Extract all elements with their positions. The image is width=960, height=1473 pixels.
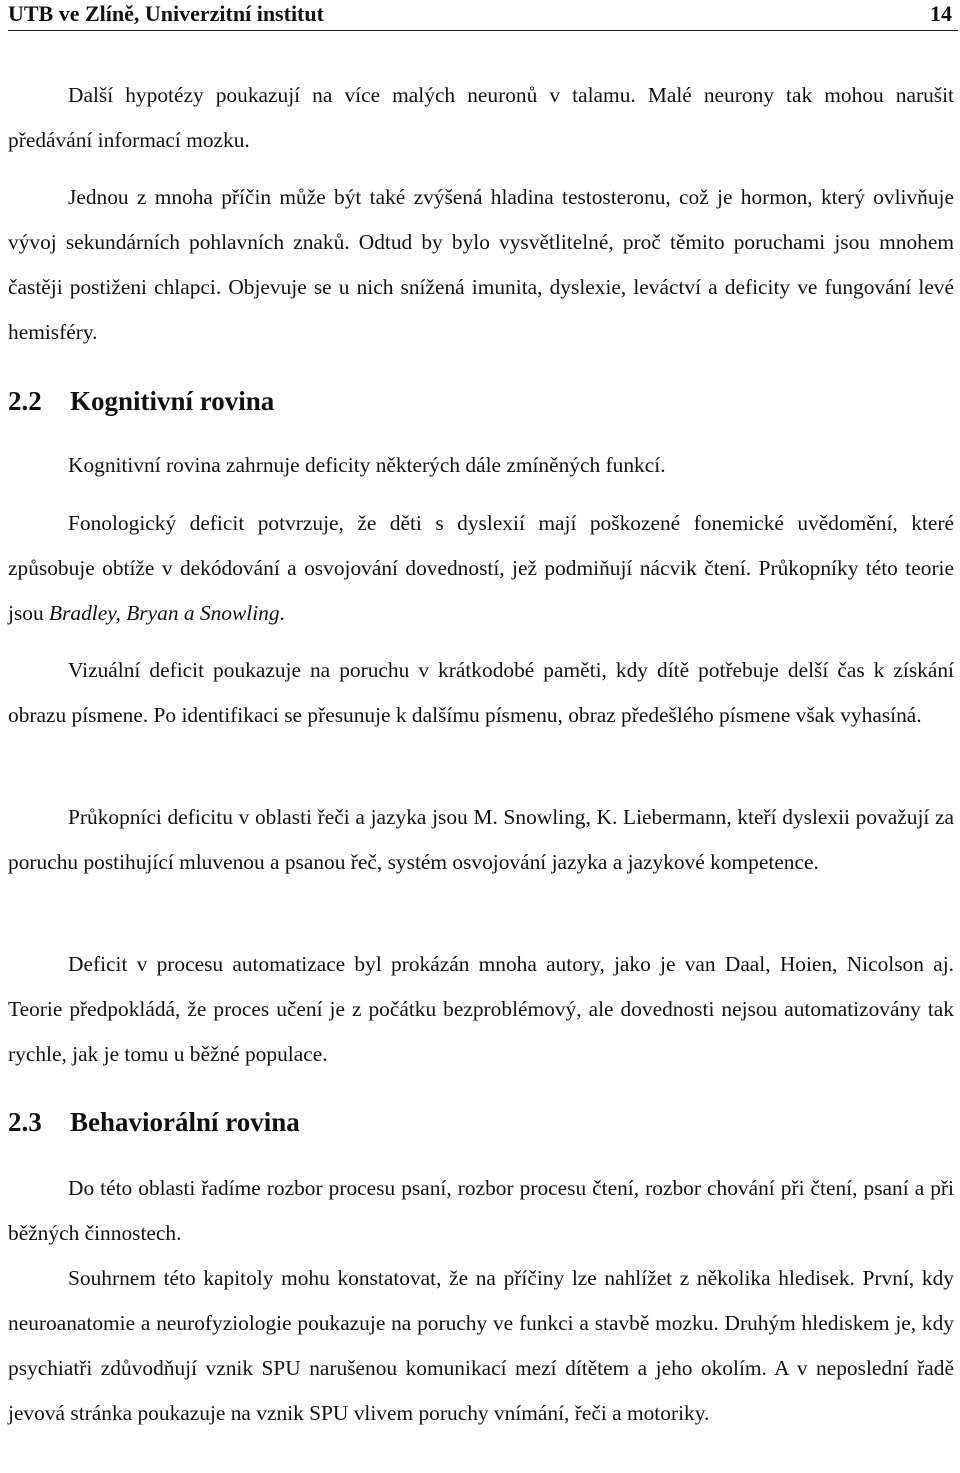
- section-heading-2-3: [8, 1107, 300, 1138]
- paragraph-cognitive-intro: Kognitivní rovina zahrnuje deficity některých dále zmíněných funkcí.: [68, 453, 666, 477]
- paragraph-behavioral: Do této oblasti řadíme rozbor procesu psaní, rozbor procesu čtení, rozbor chování při čtení, psaní a při běžných činnostech.: [8, 1176, 954, 1245]
- paragraph-automatization: Deficit v procesu automatizace byl prokázán mnoha autory, jako je van Daal, Hoien, Nicolson aj. Teorie předpokládá, že proces učení je z počátku bezproblémový, ale dovednosti nejsou automatizovány tak rychle, jak je tomu u běžné populace.: [8, 952, 954, 1066]
- section-number: 2.2: [8, 386, 42, 416]
- section-title: Behaviorální rovina: [70, 1107, 300, 1137]
- page-header: [8, 0, 958, 31]
- phonological-end: .: [279, 601, 285, 625]
- section-heading-2-2: [8, 386, 274, 417]
- paragraph-hypotheses: Další hypotézy poukazují na více malých neuronů v talamu. Malé neurony tak mohou narušit předávání informací mozku.: [8, 83, 954, 152]
- page-number: 14: [930, 1, 952, 26]
- paragraph-testosterone: Jednou z mnoha příčin může být také zvýšená hladina testosteronu, což je hormon, který ovlivňuje vývoj sekundárních pohlavních znaků. Odtud by bylo vysvětlitelné, proč těmito poruchami jsou mnohem častěji postiženi chlapci. Objevuje se u nich snížená imunita, dyslexie, leváctví a deficity ve fungování levé hemisféry.: [8, 185, 954, 344]
- paragraph-phonological: [8, 501, 954, 636]
- section-title: Kognitivní rovina: [70, 386, 275, 416]
- phonological-text: Fonologický deficit potvrzuje, že děti s dyslexií mají poškozené fonemické uvědomění, které způsobuje obtíže v dekódování a osvojování dovedností, jež podmiňují nácvik čtení. Průkopníky této teorie jsou: [8, 511, 954, 625]
- header-institution: UTB ve Zlíně, Univerzitní institut: [8, 1, 324, 26]
- phonological-authors: Bradley, Bryan a Snowling: [49, 601, 280, 625]
- section-number: 2.3: [8, 1107, 42, 1137]
- paragraph-speech: Průkopníci deficitu v oblasti řeči a jazyka jsou M. Snowling, K. Liebermann, kteří dyslexii považují za poruchu postihující mluvenou a psanou řeč, systém osvojování jazyka a jazykové kompetence.: [8, 805, 954, 874]
- paragraph-visual: Vizuální deficit poukazuje na poruchu v krátkodobé paměti, kdy dítě potřebuje delší čas k získání obrazu písmene. Po identifikaci se přesunuje k dalšímu písmenu, obraz předešlého písmene však vyhasíná.: [8, 658, 954, 727]
- paragraph-summary: Souhrnem této kapitoly mohu konstatovat, že na příčiny lze nahlížet z několika hledisek. První, kdy neuroanatomie a neurofyziologie poukazuje na poruchy ve funkci a stavbě mozku. Druhým hlediskem je, kdy psychiatři zdůvodňují vznik SPU narušenou komunikací mezí dítětem a jeho okolím. A v neposlední řadě jevová stránka poukazuje na vznik SPU vlivem poruchy vnímání, řeči a motoriky.: [8, 1266, 954, 1425]
